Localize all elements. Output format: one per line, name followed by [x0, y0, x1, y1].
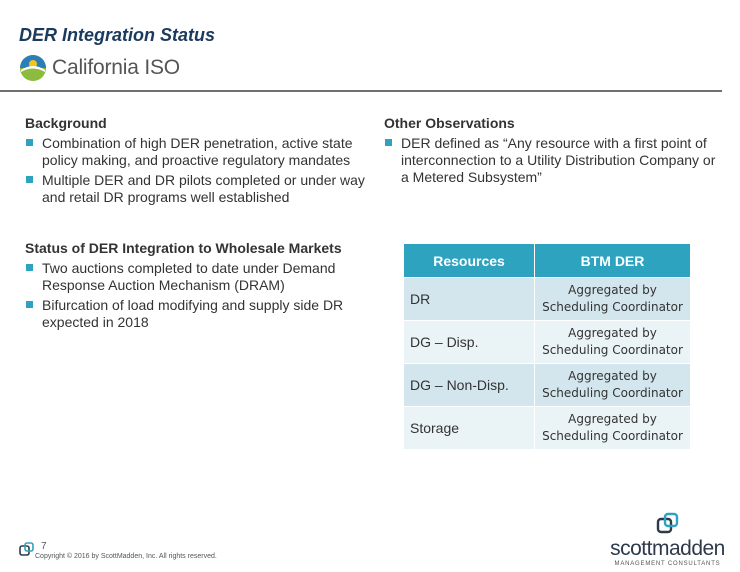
bullet-square-icon — [26, 301, 33, 308]
bullet-square-icon — [385, 139, 392, 146]
observations-heading: Other Observations — [384, 115, 515, 131]
btm-line-2: Scheduling Coordinator — [542, 386, 683, 400]
observations-list — [384, 135, 724, 186]
btm-cell — [535, 407, 691, 450]
bullet-square-icon — [26, 264, 33, 271]
header-btm-der: BTM DER — [535, 244, 691, 278]
bullet-square-icon — [26, 139, 33, 146]
table-row — [404, 364, 691, 407]
btm-line-2: Scheduling Coordinator — [542, 300, 683, 314]
background-heading: Background — [25, 115, 107, 131]
resource-cell: DG – Disp. — [404, 321, 535, 364]
california-iso-logo — [19, 52, 180, 84]
brand-name: scottmadden — [610, 537, 725, 560]
header-divider — [0, 90, 722, 92]
table-header-row — [404, 244, 691, 278]
btm-line-1: Aggregated by — [568, 326, 657, 340]
bullet-text: Bifurcation of load modifying and supply side DR expected in 2018 — [42, 297, 344, 330]
list-item — [384, 135, 724, 186]
california-iso-icon — [19, 54, 47, 82]
copyright-text: Copyright © 2016 by ScottMadden, Inc. All rights reserved. — [35, 553, 217, 560]
resource-cell: Storage — [404, 407, 535, 450]
background-list — [25, 135, 365, 206]
btm-cell — [535, 364, 691, 407]
btm-line-1: Aggregated by — [568, 412, 657, 426]
header-resources: Resources — [404, 244, 535, 278]
bullet-text: Combination of high DER penetration, active state policy making, and proactive regulatory mandates — [42, 135, 353, 168]
left-column — [25, 115, 365, 331]
right-column — [384, 115, 724, 186]
resource-cell: DR — [404, 278, 535, 321]
list-item — [25, 172, 365, 206]
page-number: 7 — [41, 541, 47, 552]
scottmadden-logo — [610, 512, 725, 568]
logo-text: California ISO — [52, 56, 180, 79]
list-item — [25, 297, 365, 331]
table-row — [404, 407, 691, 450]
status-list — [25, 260, 365, 331]
btm-line-1: Aggregated by — [568, 369, 657, 383]
scottmadden-mark-icon — [656, 512, 680, 536]
bullet-square-icon — [26, 176, 33, 183]
table-row — [404, 321, 691, 364]
scottmadden-small-logo-icon — [19, 542, 35, 558]
resource-cell: DG – Non-Disp. — [404, 364, 535, 407]
bullet-text: Multiple DER and DR pilots completed or under way and retail DR programs well established — [42, 172, 365, 205]
btm-line-2: Scheduling Coordinator — [542, 429, 683, 443]
brand-tagline: MANAGEMENT CONSULTANTS — [614, 561, 721, 567]
btm-cell — [535, 278, 691, 321]
list-item — [25, 260, 365, 294]
der-resources-table — [403, 243, 691, 450]
status-heading: Status of DER Integration to Wholesale Markets — [25, 240, 342, 256]
btm-line-1: Aggregated by — [568, 283, 657, 297]
table-row — [404, 278, 691, 321]
slide-title: DER Integration Status — [19, 25, 216, 45]
bullet-text: Two auctions completed to date under Demand Response Auction Mechanism (DRAM) — [42, 260, 336, 293]
btm-cell — [535, 321, 691, 364]
bullet-text: DER defined as “Any resource with a first point of interconnection to a Utility Distribution Company or a Metered Subsystem” — [401, 135, 716, 185]
list-item — [25, 135, 365, 169]
btm-line-2: Scheduling Coordinator — [542, 343, 683, 357]
